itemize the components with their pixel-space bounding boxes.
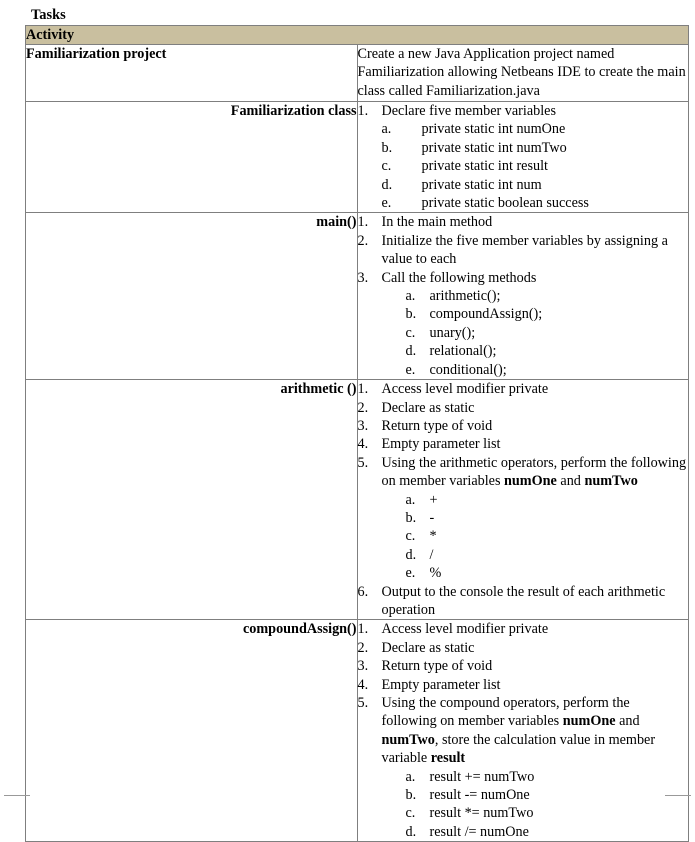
row-description — [357, 380, 689, 620]
list-item: 2. Declare as static — [357, 399, 475, 416]
list-item: 5. Using the compound operators, perform the following on member variables numOne and numTwo, store the calculation value in member variable result — [357, 695, 656, 767]
list-item: 1. Access level modifier private — [357, 381, 549, 398]
table-header-row — [26, 26, 689, 45]
page-corner-mark — [665, 795, 691, 799]
list-item: 1. Access level modifier private — [357, 621, 549, 638]
sub-list-item: a. result += numTwo — [405, 768, 535, 785]
sub-list-item: b. result -= numOne — [405, 787, 530, 804]
sub-list-item: c. result *= numTwo — [405, 805, 534, 822]
table-row — [26, 102, 689, 213]
list-item: 2. Declare as static — [357, 639, 475, 656]
sub-list-item: c. * — [405, 528, 437, 545]
sub-list-item: d. / — [405, 546, 434, 563]
page-corner-mark — [4, 795, 30, 799]
sub-list-item: b. private static int numTwo — [381, 139, 567, 156]
row-label: Familiarization project — [26, 45, 358, 102]
sub-list-item: e. % — [405, 565, 442, 582]
table-row — [26, 380, 689, 620]
list-item: 1. In the main method — [357, 214, 493, 231]
list-item: 3. Return type of void — [357, 658, 493, 675]
row-description — [357, 102, 689, 213]
row-label: Familiarization class — [26, 102, 358, 213]
sub-list-item: d. private static int num — [381, 176, 542, 193]
sub-list-item: b. - — [405, 509, 435, 526]
row-description: Create a new Java Application project named Familiarization allowing Netbeans IDE to create the main class called Familiarization.java — [357, 45, 689, 102]
sub-list-item: e. conditional(); — [405, 361, 507, 378]
page-title: Tasks — [31, 7, 66, 23]
list-item: 4. Empty parameter list — [357, 436, 501, 453]
row-description — [357, 213, 689, 380]
list-item: 3. Return type of void — [357, 417, 493, 434]
table-row — [26, 620, 689, 842]
table-row — [26, 213, 689, 380]
list-item: 5. Using the arithmetic operators, perform the following on member variables numOne and numTwo — [357, 454, 687, 490]
table-row — [26, 45, 689, 102]
list-item: 3. Call the following methods — [357, 269, 537, 286]
sub-list-item: a. private static int numOne — [381, 121, 566, 138]
list-item: 6. Output to the console the result of each arithmetic operation — [357, 583, 666, 618]
sub-list-item: b. compoundAssign(); — [405, 306, 543, 323]
row-label: main() — [26, 213, 358, 380]
sub-list-item: d. relational(); — [405, 343, 497, 360]
sub-list-item: c. private static int result — [381, 158, 548, 175]
tasks-table — [25, 25, 689, 842]
list-item: 1. Declare five member variables — [357, 103, 556, 119]
row-label: compoundAssign() — [26, 620, 358, 842]
list-item: 4. Empty parameter list — [357, 676, 501, 693]
sub-list-item: c. unary(); — [405, 324, 476, 341]
sub-list-item: a. + — [405, 491, 438, 508]
row-label: arithmetic () — [26, 380, 358, 620]
row-description — [357, 620, 689, 842]
sub-list-item: a. arithmetic(); — [405, 288, 501, 305]
sub-list-item: d. result /= numOne — [405, 823, 529, 840]
sub-list-item: e. private static boolean success — [381, 195, 589, 212]
activity-header: Activity — [26, 26, 689, 45]
list-item: 2. Initialize the five member variables by assigning a value to each — [357, 232, 668, 268]
